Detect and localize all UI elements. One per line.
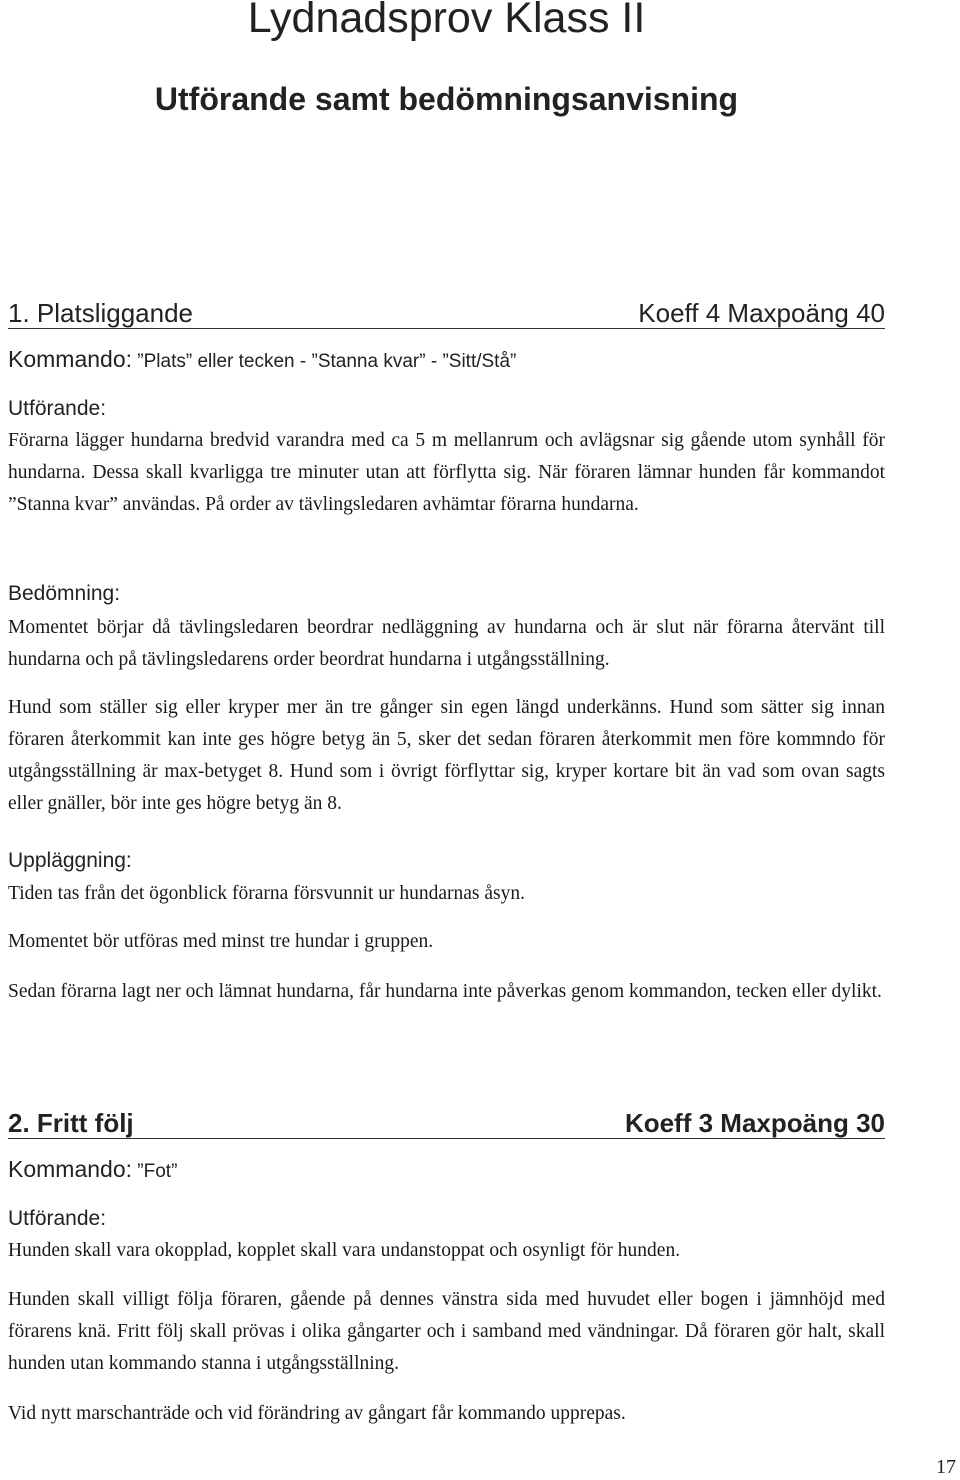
document-title: Lydnadsprov Klass II (247, 0, 646, 42)
kommando-text: ”Fot” (132, 1161, 178, 1182)
bedomning-paragraph: Momentet börjar då tävlingsledaren beordrar nedläggning av hundarna och är slut när förarna återvänt till hundarna och på tävlingsledarens order beordrat hundarna i utgångsställning. (8, 617, 885, 670)
upplaggning-paragraph: Tiden tas från det ögonblick förarna försvunnit ur hundarnas åsyn. (8, 883, 525, 904)
section-heading-fritt-folj (8, 1106, 885, 1139)
section-heading-platsliggande (8, 296, 885, 329)
utforande-paragraph: Hunden skall villigt följa föraren, gående på dennes vänstra sida med huvudet eller bogen i jämnhöjd med förarens knä. Fritt följ skall prövas i olika gångarter och i samband med vändningar. Då föraren gör halt, skall hunden utan kommando stanna i utgångsställning. (8, 1289, 885, 1374)
upplaggning-paragraph: Sedan förarna lagt ner och lämnat hundarna, får hundarna inte påverkas genom kommandon, tecken eller dylikt. (8, 981, 882, 1002)
kommando-label: Kommando: (8, 1156, 133, 1182)
kommando-text: ”Plats” eller tecken - ”Stanna kvar” - ”Sitt/Stå” (132, 351, 517, 372)
section-title: 1. Platsliggande (8, 298, 194, 328)
kommando-label: Kommando: (8, 346, 133, 372)
bedomning-label: Bedömning: (8, 582, 121, 605)
utforande-label: Utförande: (8, 397, 107, 420)
koeff-maxpoang: Koeff 4 Maxpoäng 40 (638, 298, 885, 328)
koeff-maxpoang: Koeff 3 Maxpoäng 30 (624, 1108, 885, 1138)
bedomning-paragraph: Hund som ställer sig eller kryper mer än tre gånger sin egen längd underkänns. Hund som sätter sig innan föraren återkommit kan inte ges högre betyg än 5, sker det sedan föraren återkommit men före kommndo för utgångsställning är max-betyget 8. Hund som i övrigt förflyttar sig, kryper kortare bit än vad som ovan sagts eller gnäller, bör inte ges högre betyg än 8. (8, 697, 885, 814)
upplaggning-paragraph: Momentet bör utföras med minst tre hundar i gruppen. (8, 931, 434, 952)
upplaggning-label: Uppläggning: (8, 849, 132, 872)
document-subtitle: Utförande samt bedömningsanvisning (154, 81, 739, 117)
utforande-paragraph: Hunden skall vara okopplad, kopplet skall vara undanstoppat och osynligt för hunden. (8, 1240, 681, 1261)
kommando-line (8, 1155, 177, 1186)
section-title: 2. Fritt följ (8, 1108, 134, 1138)
utforande-paragraph: Förarna lägger hundarna bredvid varandra med ca 5 m mellanrum och avlägsnar sig gående utom synhåll för hundarna. Dessa skall kvarligga tre minuter utan att förflytta sig. När föraren lämnar hunden får kommandot ”Stanna kvar” användas. På order av tävlingsledaren avhämtar förarna hundarna. (8, 430, 885, 515)
utforande-label: Utförande: (8, 1207, 107, 1230)
utforande-paragraph: Vid nytt marschanträde och vid förändring av gångart får kommando upprepas. (8, 1403, 626, 1424)
kommando-line (8, 345, 516, 376)
page-number: 17 (936, 1456, 956, 1478)
